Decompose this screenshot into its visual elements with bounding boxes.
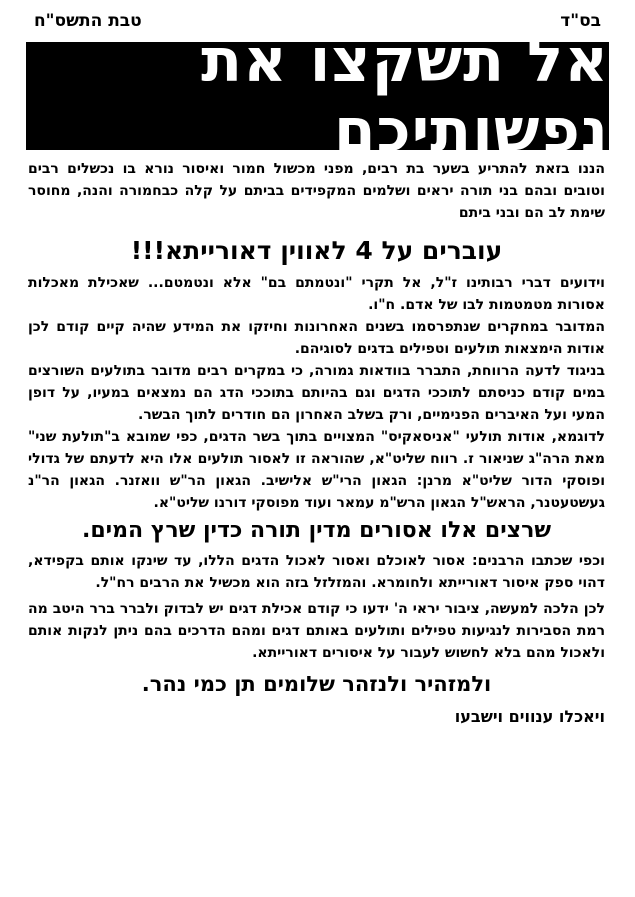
paragraph-practical-law: לכן הלכה למעשה, ציבור יראי ה' ידעו כי קודם אכילת דגים יש לבדוק ולברר ברר היטב מה רמת הסבירות לנגיעות טפילים ותולעים באותם דגים ומהם הדרכים בהם ניתן לנקות אותם ולאכול מהם בלא לחשוש לעבור על איסורים דאורייתא. (28, 601, 605, 661)
paragraph-research: המדובר במחקרים שנתפרסמו בשנים האחרונות וחיזקו את המידע שהיה קיים קודם לכן אודות הימצאות תולעים וטפילים בדגים לסוגיהם. (28, 319, 605, 357)
headline-four-prohibitions: עוברים על 4 לאווין דאורייתא!!! (130, 236, 503, 265)
closing-blessing: ולמזהיר ולנזהר שלומים תן כמי נהר. (141, 672, 492, 696)
basad-label: בס"ד (560, 11, 601, 31)
headline-forbidden-creatures: שרצים אלו אסורים מדין תורה כדין שרץ המים. (81, 518, 552, 543)
title-banner (26, 26, 609, 166)
intro-paragraph: הננו בזאת להתריע בשער בת רבים, מפני מכשול חמור ואיסור נורא בו נכשלים רבים וטובים ובהם בני תורה יראים ושלמים המקפידים בביתם על קלה כבחמורה והנה, מחוסר שימת לב הם ובני ביתם (28, 161, 605, 221)
paragraph-rabbis-ruling: וכפי שכתבו הרבנים: אסור לאוכלם ואסור לאכול הדגים הללו, עד שינקו אותם בקפידא, דהוי ספק איסור דאורייתא ולחומרא. והמזלזל בזה הוא מכשיל את הרבים רח"ל. (28, 553, 605, 591)
date-label: טבת התשס"ח (34, 11, 142, 31)
paragraph-example-anisakis: לדוגמא, אודות תולעי "אניסאקיס" המצויים בתוך בשר הדגים, כפי שמובא ב"תולעת שני" מאת הרה"ג שניאור ז. רווח שליט"א, שהוראה זו לאסור תולעים אלו היא לדעתם של גדולי ופוסקי הדור שליט"א מרנן: הגאון הרי"ש אלישיב. הגאון הר"ש וואזנר. הגאון הר"נ געשטעטנר, הראש"ל הגאון הרש"מ עמאר ועוד מפוסקי דורנו שליט"א. (28, 429, 605, 511)
page-title: אל תשקצו את נפשותיכם (201, 26, 609, 166)
signoff-line: ויאכלו ענווים וישבעו (454, 707, 605, 726)
paragraph-sages-quote: וידועים דברי רבותינו ז"ל, אל תקרי "ונטמתם בם" אלא ונטמטם... שאכילת מאכלות אסורות מטמטמות לבו של אדם. ח"ו. (28, 275, 605, 313)
paragraph-contrary-belief: בניגוד לדעה הרווחת, התברר בוודאות גמורה, כי במקרים רבים מדובר בתולעים השורצים במים קודם כניסתם לתוככי הדגים וגם בהיותם בתוככי הדג הם נמצאים במעיו, על דופן המעי ועל האיברים הפנימיים, ורק בשלב האחרון הם חודרים לתוך הבשר. (28, 363, 605, 423)
notice-body (28, 158, 605, 730)
